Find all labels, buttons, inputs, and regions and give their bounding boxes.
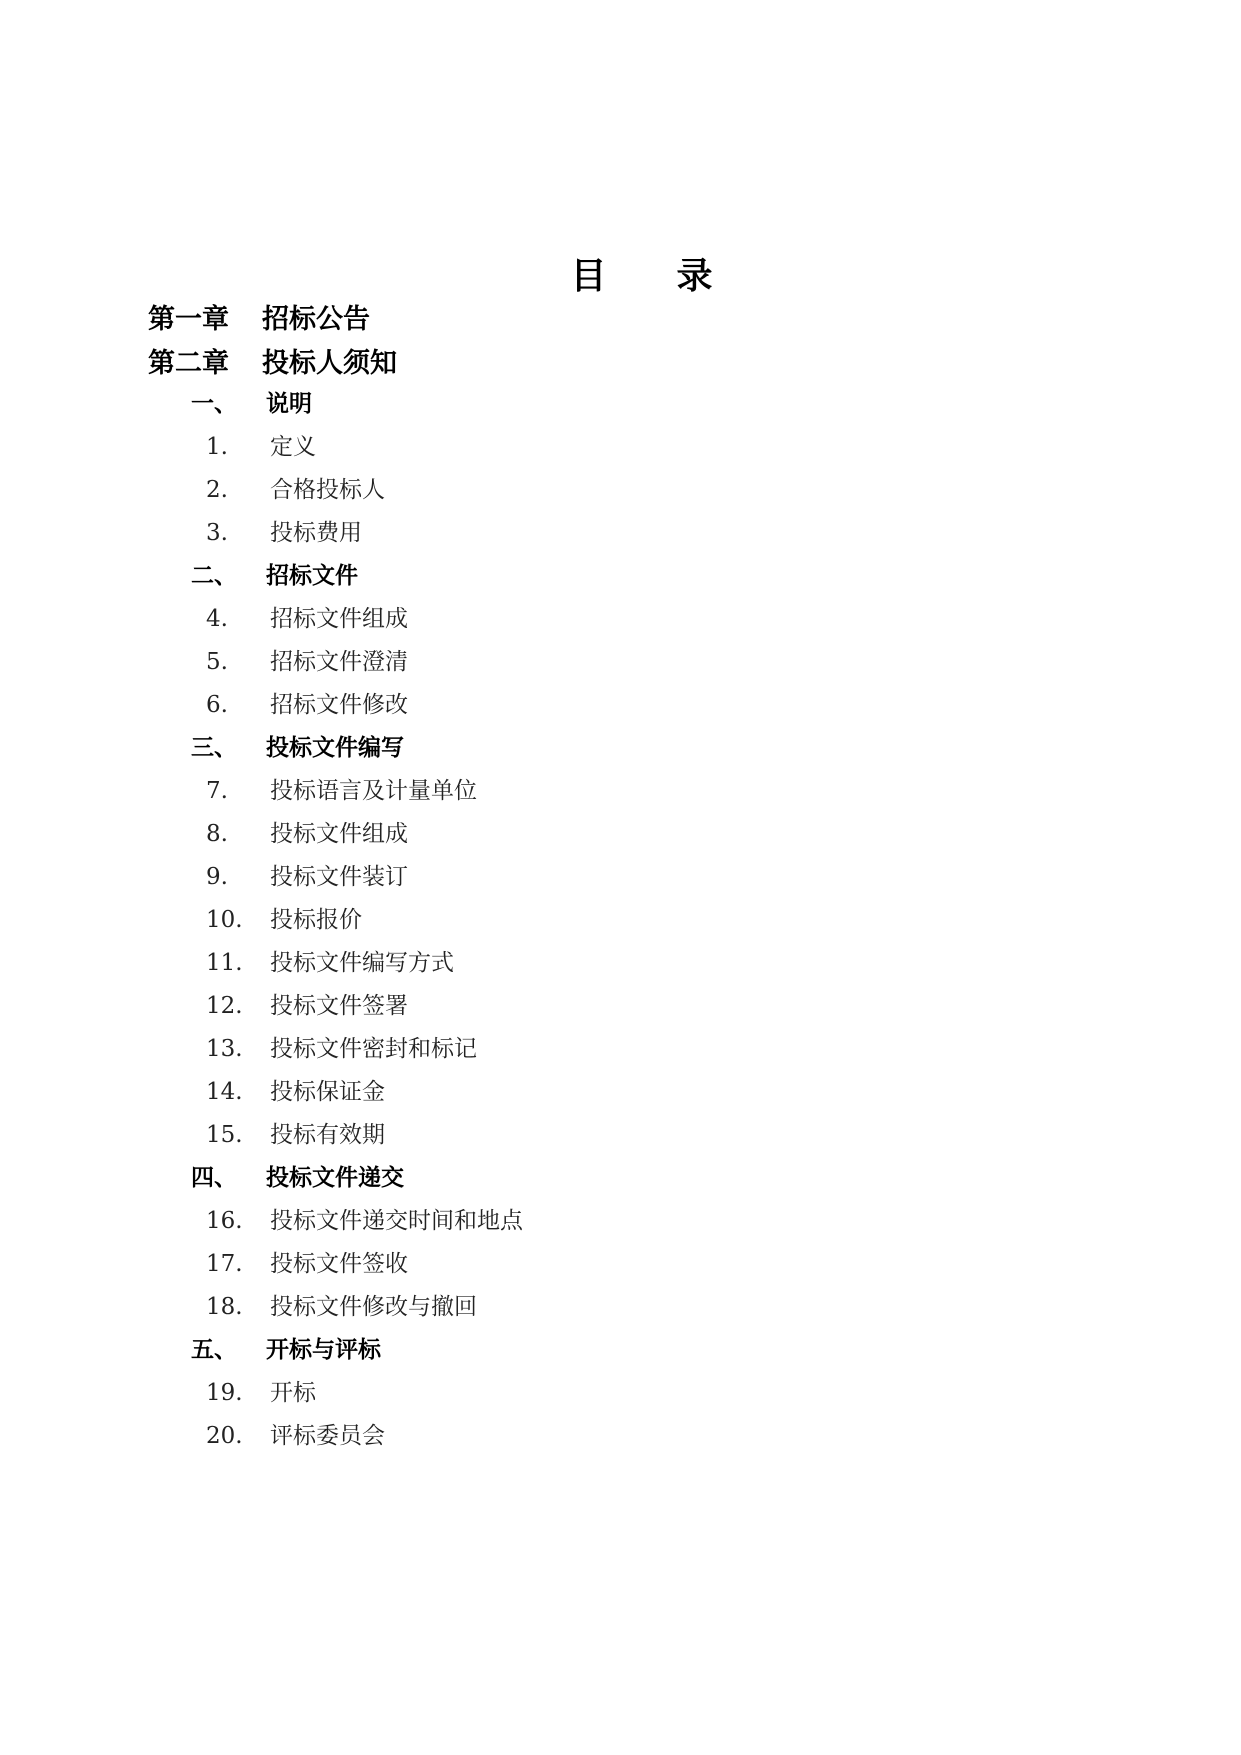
toc-entry-number: 14.	[206, 1079, 243, 1105]
title-char-left: 目	[570, 256, 607, 297]
toc-entry-label: 投标保证金	[270, 1079, 385, 1105]
toc-entry-number: 6.	[206, 692, 228, 718]
toc-entry-number: 三、	[191, 735, 237, 761]
toc-entry-label: 投标文件编写	[266, 735, 404, 761]
toc-entry-label: 定义	[270, 434, 316, 460]
toc-entry-label: 投标文件签收	[270, 1251, 408, 1277]
toc-entry-number: 5.	[206, 649, 228, 675]
toc-entry-label: 投标费用	[270, 520, 362, 546]
page-title	[0, 248, 1241, 299]
toc-entry-label: 招标文件	[266, 563, 358, 589]
toc-entry-number: 第二章	[148, 348, 229, 379]
toc-entry-label: 评标委员会	[270, 1423, 385, 1449]
toc-entry-label: 开标与评标	[266, 1337, 381, 1363]
toc-entry-number: 3.	[206, 520, 228, 546]
title-char-right: 录	[676, 256, 713, 297]
toc-entry-label: 投标文件递交时间和地点	[270, 1208, 523, 1234]
toc-entry-label: 投标文件密封和标记	[270, 1036, 477, 1062]
toc-entry-label: 招标公告	[262, 304, 370, 335]
toc-entry-number: 四、	[191, 1165, 237, 1191]
toc-entry-label: 投标语言及计量单位	[270, 778, 477, 804]
toc-entry-number: 2.	[206, 477, 228, 503]
toc-entry-label: 招标文件组成	[270, 606, 408, 632]
toc-entry-label: 说明	[266, 391, 312, 417]
toc-entry-label: 投标文件编写方式	[270, 950, 454, 976]
toc-entry-number: 13.	[206, 1036, 243, 1062]
toc-entry-number: 16.	[206, 1208, 243, 1234]
toc-entry-number: 7.	[206, 778, 228, 804]
toc-entry-number: 17.	[206, 1251, 243, 1277]
toc-entry-number: 二、	[191, 563, 237, 589]
toc-entry-number: 19.	[206, 1380, 243, 1406]
toc-entry-label: 投标有效期	[270, 1122, 385, 1148]
toc-entry-number: 9.	[206, 864, 228, 890]
toc-entry-number: 8.	[206, 821, 228, 847]
toc-entry-label: 投标人须知	[262, 348, 397, 379]
toc-entry-number: 1.	[206, 434, 228, 460]
toc-entry-label: 招标文件澄清	[270, 649, 408, 675]
toc-entry-number: 一、	[191, 391, 237, 417]
toc-entry-number: 20.	[206, 1423, 243, 1449]
toc-entry-number: 18.	[206, 1294, 243, 1320]
toc-entry-number: 4.	[206, 606, 228, 632]
toc-entry-number: 11.	[206, 950, 243, 976]
toc-entry-label: 合格投标人	[270, 477, 385, 503]
toc-entry-label: 投标文件修改与撤回	[270, 1294, 477, 1320]
toc-entry-number: 第一章	[148, 304, 229, 335]
toc-entry-label: 投标文件签署	[270, 993, 408, 1019]
toc-entry-label: 投标文件递交	[266, 1165, 404, 1191]
toc-entry-label: 投标文件组成	[270, 821, 408, 847]
toc-entry-label: 开标	[270, 1380, 316, 1406]
toc-entry-label: 投标文件装订	[270, 864, 408, 890]
toc-entry-label: 投标报价	[270, 907, 362, 933]
toc-entry-number: 12.	[206, 993, 243, 1019]
toc-entry-number: 10.	[206, 907, 243, 933]
toc-entry-number: 15.	[206, 1122, 243, 1148]
toc-entry-number: 五、	[191, 1337, 237, 1363]
toc-entry-label: 招标文件修改	[270, 692, 408, 718]
